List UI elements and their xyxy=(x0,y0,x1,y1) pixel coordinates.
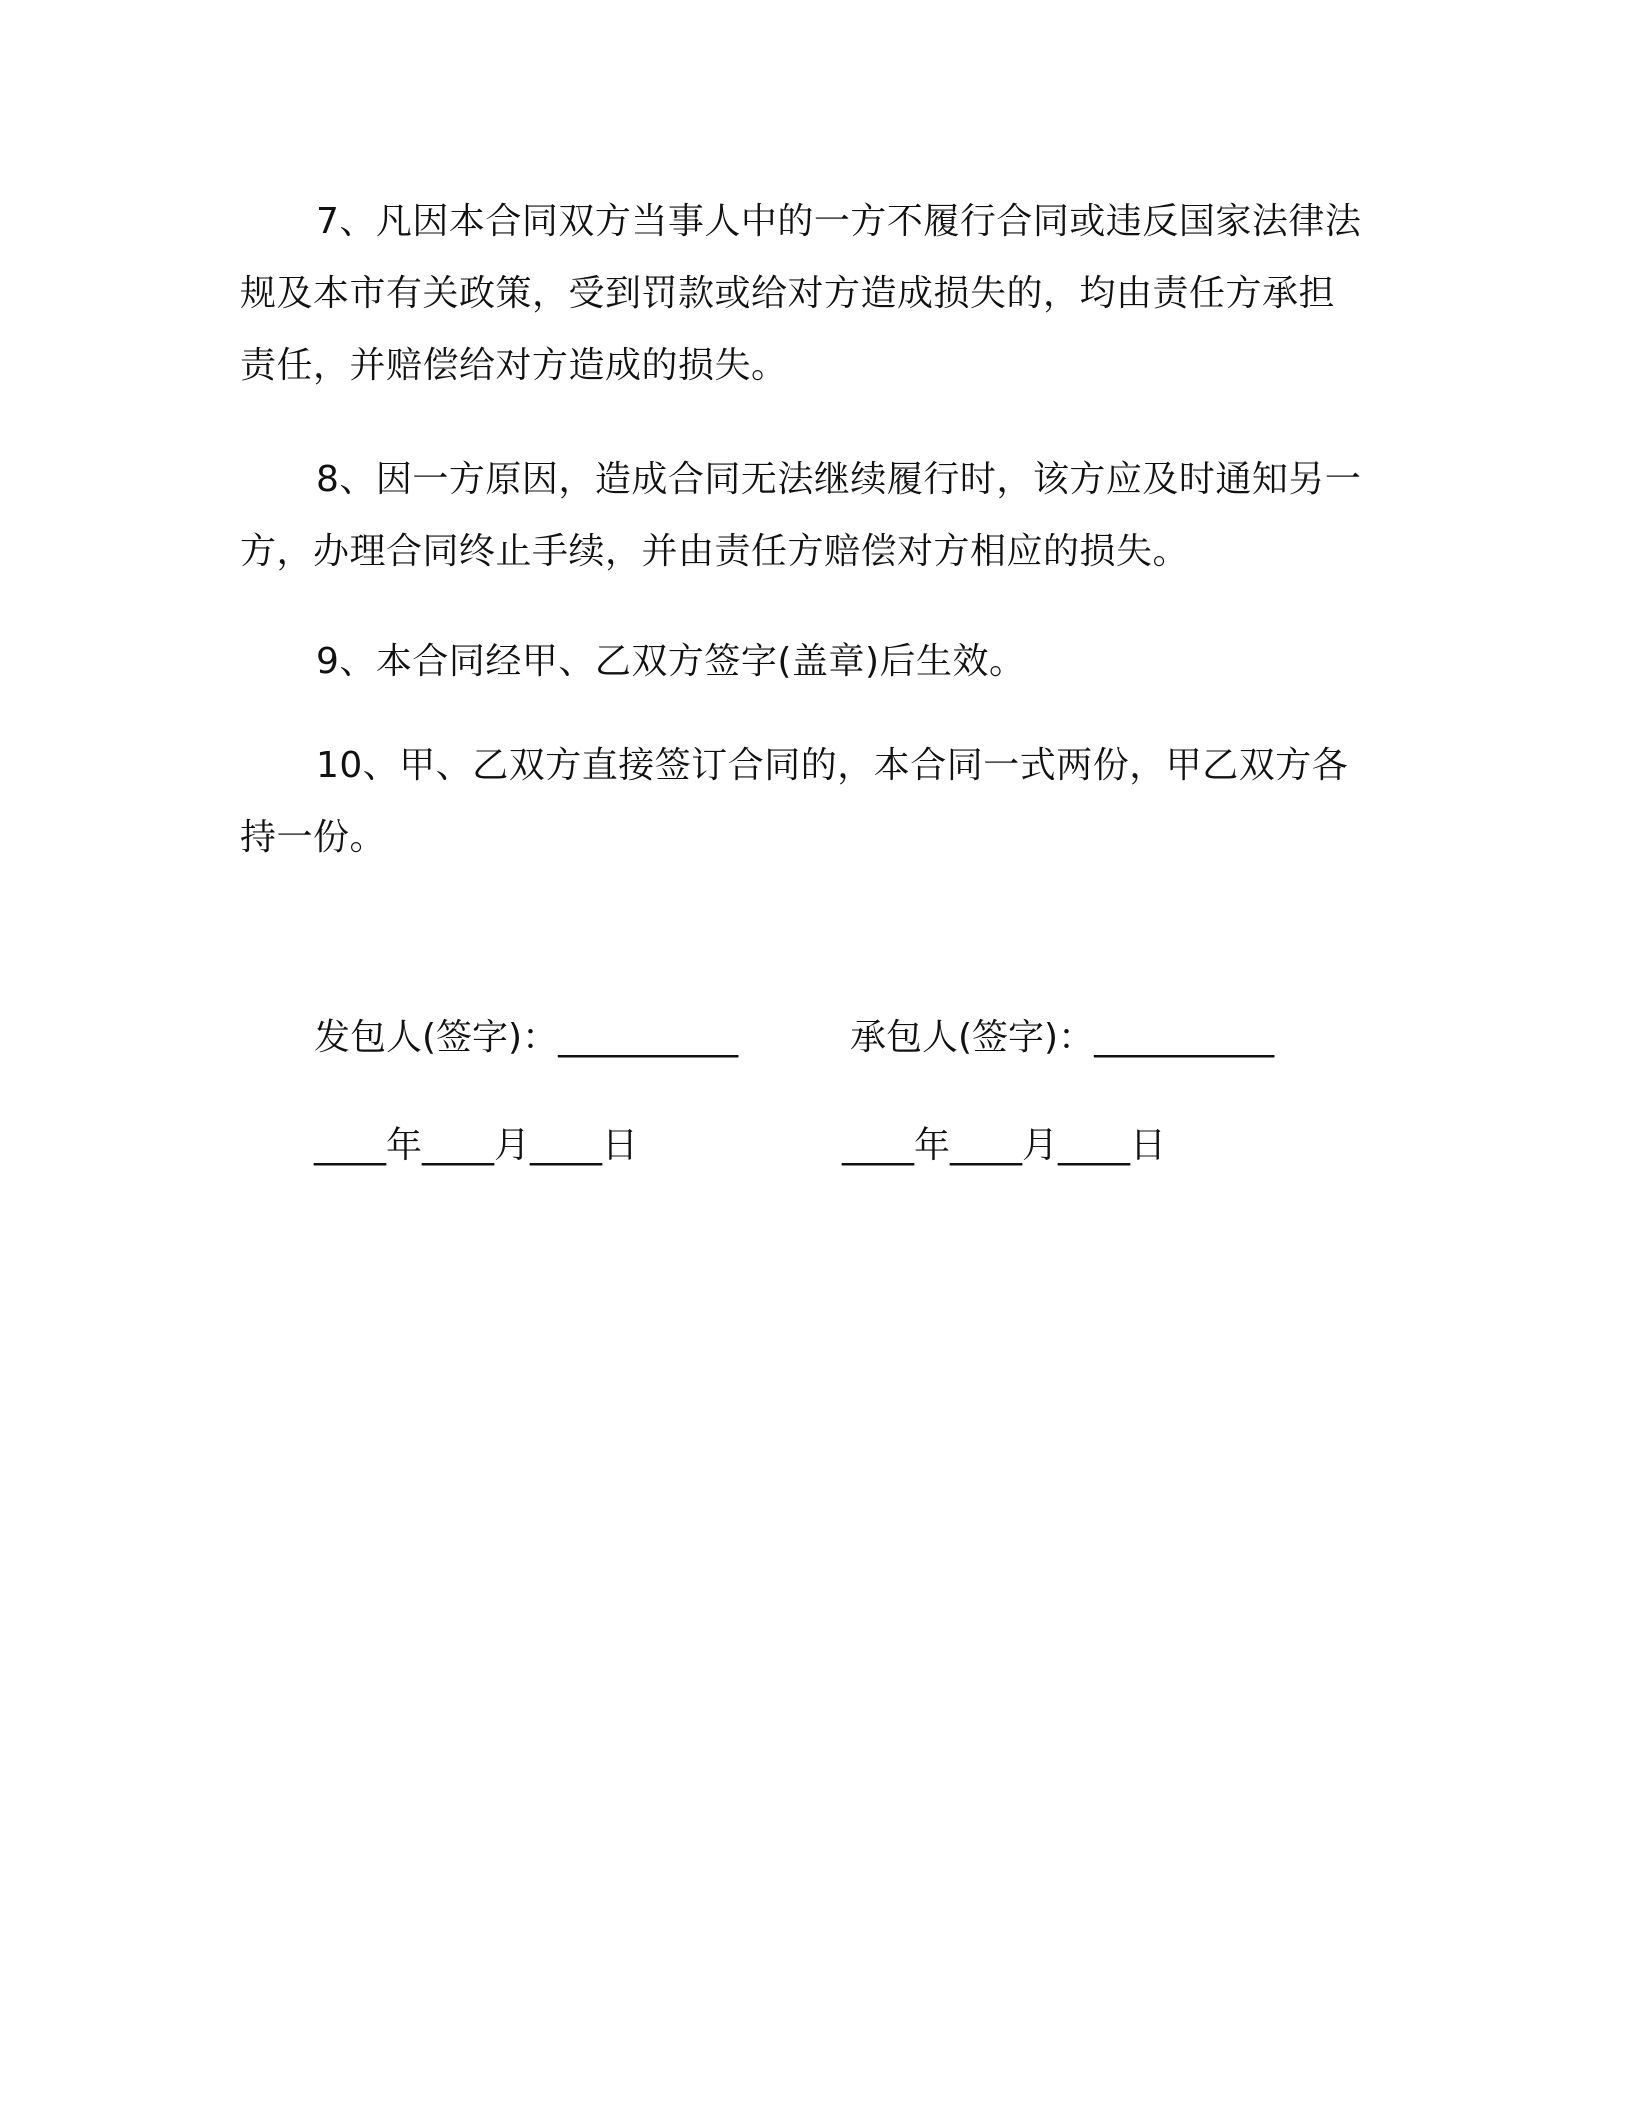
contractor-signature-line: 承包人(签字)：__________ xyxy=(850,1017,1275,1058)
clause-7: 7、凡因本合同双方当事人中的一方不履行合同或违反国家法律法规及本市有关政策，受到罚款或给对方造成损失的，均由责任方承担责任，并赔偿给对方造成的损失。 xyxy=(240,201,1362,386)
clause-9: 9、本合同经甲、乙双方签字(盖章)后生效。 xyxy=(316,641,1026,682)
employer-signature-line: 发包人(签字)：__________ xyxy=(314,1017,739,1058)
contractor-date-line: ____年____月____日 xyxy=(842,1125,1167,1166)
clause-8: 8、因一方原因，造成合同无法继续履行时，该方应及时通知另一方，办理合同终止手续，并由责任方赔偿对方相应的损失。 xyxy=(240,459,1362,572)
employer-date-line: ____年____月____日 xyxy=(314,1125,639,1166)
clause-10: 10、甲、乙双方直接签订合同的，本合同一式两份，甲乙双方各持一份。 xyxy=(240,745,1349,858)
